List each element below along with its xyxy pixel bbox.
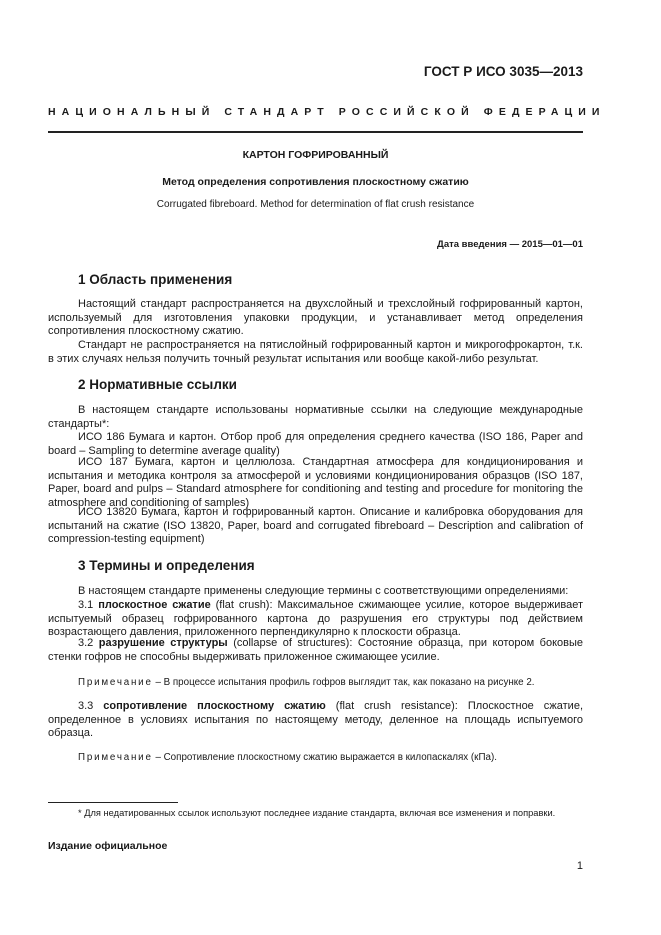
page-number: 1 (576, 860, 583, 872)
note-1-text: – В процессе испытания профиль гофров выглядит так, как показано на рисунке 2. (152, 677, 535, 688)
note-1-label: Примечание (78, 677, 153, 688)
section-1-heading: 1 Область применения (78, 272, 233, 287)
national-standard-label: НАЦИОНАЛЬНЫЙ СТАНДАРТ РОССИЙСКОЙ ФЕДЕРАЦИИ (48, 106, 606, 118)
term-3-2 (48, 637, 583, 664)
term-3-2-term: разрушение структуры (98, 637, 228, 649)
footnote: * Для недатированных ссылок используют последнее издание стандарта, включая все изменения и поправки. (78, 808, 556, 818)
reference-iso-13820: ИСО 13820 Бумага, картон и гофрированный картон. Описание и калибровка оборудования для испытаний на сжатие (ISO 13820, Paper, board and corrugated fibreboard – Description and calibration of compression-testing equipment) (48, 506, 583, 546)
term-3-1-number: 3.1 (78, 599, 94, 611)
term-3-1-definition: (flat crush): Максимальное сжимающее усилие, которое выдерживает испытуемый образец гофрированного картона до разрушения его структуры под действием возрастающего давления, приложенного перпендикулярно к плоскости образца. (48, 599, 584, 639)
note-2-label: Примечание (78, 752, 153, 763)
document-title: КАРТОН ГОФРИРОВАННЫЙ (242, 149, 389, 161)
document-code: ГОСТ Р ИСО 3035—2013 (423, 64, 583, 79)
term-3-2-definition: (collapse of structures): Состояние образца, при котором боковые стенки гофров не способны выдерживать приложенное сжимающее усилие. (48, 637, 583, 663)
header-divider (48, 131, 583, 133)
term-3-3 (48, 700, 583, 741)
term-3-1 (48, 599, 583, 640)
footnote-divider (48, 802, 178, 803)
official-edition-label: Издание официальное (48, 840, 168, 852)
section-2-intro: В настоящем стандарте использованы нормативные ссылки на следующие международные стандарты*: (48, 404, 583, 430)
reference-iso-187: ИСО 187 Бумага, картон и целлюлоза. Стандартная атмосфера для кондиционирования и испытания и методика контроля за атмосферой и условиями кондиционирования образцов (ISO 187, Paper, board and pulps – Standard atmosphere for conditioning and testing and procedure for monitoring the atmosphere and conditioning of samples) (48, 456, 583, 509)
section-3-intro: В настоящем стандарте применены следующие термины с соответствующими определениями: (78, 585, 569, 597)
note-1 (78, 676, 583, 689)
note-2-text: – Сопротивление плоскостному сжатию выражается в килопаскалях (кПа). (152, 752, 497, 763)
reference-iso-186: ИСО 186 Бумага и картон. Отбор проб для определения среднего качества (ISO 186, Paper and board – Sampling to determine average quality) (48, 431, 583, 457)
section-1-paragraph-1: Настоящий стандарт распространяется на двухслойный и трехслойный гофрированный картон, используемый для изготовления упаковки продукции, и устанавливает метод определения сопротивления плоскостному сжатию. (48, 298, 583, 338)
section-2-heading: 2 Нормативные ссылки (78, 377, 237, 392)
note-2 (78, 751, 583, 764)
term-3-2-number: 3.2 (78, 637, 94, 649)
term-3-3-definition: (flat crush resistance): Плоскостное сжатие, определенное в условиях испытания по настоящему методу, деленное на площадь испытуемого образца. (48, 700, 583, 740)
english-title: Corrugated fibreboard. Method for determination of flat crush resistance (156, 199, 475, 210)
introduction-date: Дата введения — 2015—01—01 (437, 239, 583, 250)
term-3-1-term: плоскостное сжатие (98, 599, 211, 611)
term-3-3-number: 3.3 (78, 700, 94, 712)
section-1-paragraph-2: Стандарт не распространяется на пятислойный гофрированный картон и микрогофрокартон, т.к. в этих случаях нельзя получить точный результат испытания или вообще какой-либо результат. (48, 339, 583, 365)
document-subtitle: Метод определения сопротивления плоскостному сжатию (162, 176, 469, 188)
term-3-3-term: сопротивление плоскостному сжатию (103, 700, 326, 712)
section-3-heading: 3 Термины и определения (78, 558, 255, 573)
